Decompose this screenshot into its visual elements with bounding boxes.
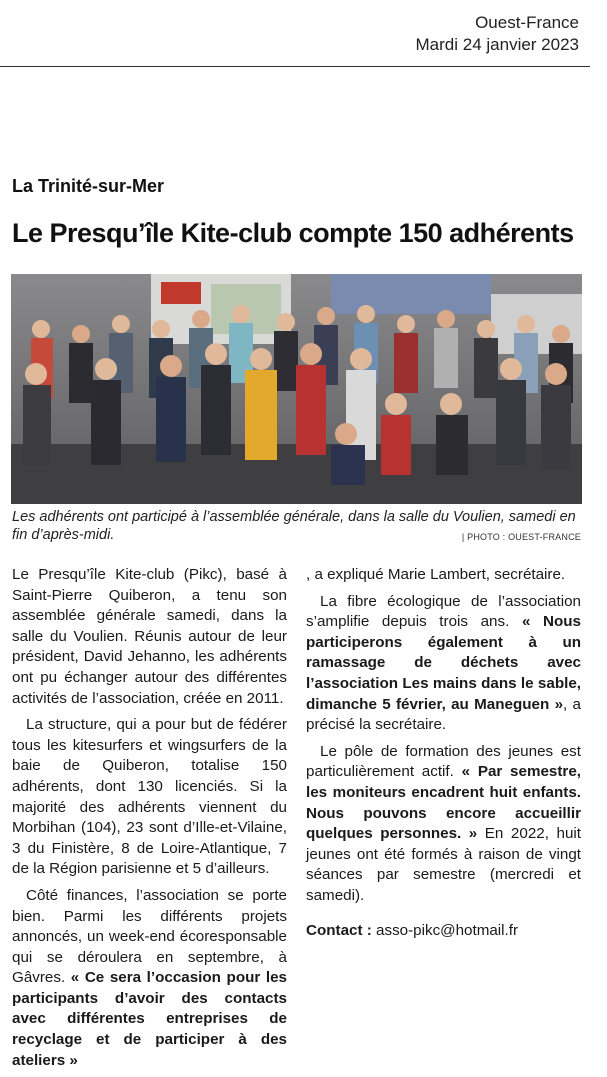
photo-credit: | PHOTO : OUEST-FRANCE bbox=[461, 532, 581, 542]
paragraph-5 bbox=[306, 742, 581, 907]
paragraph-4 bbox=[306, 592, 581, 736]
paragraph-5-end: En 2022, huit jeunes ont été formés à raison de vingt séances par semestre (mercredi et samedi). bbox=[306, 825, 581, 904]
paragraph-3-end: , a expliqué Marie Lambert, secrétaire. bbox=[306, 566, 566, 583]
article-headline: Le Presqu’île Kite-club compte 150 adhérents bbox=[12, 218, 574, 248]
article-kicker: La Trinité-sur-Mer bbox=[12, 176, 165, 196]
paragraph-2: La structure, qui a pour but de fédérer tous les kitesurfers et wingsurfers de la baie de Quiberon, totalise 150 adhérents, dont 130 licenciés. Si la majorité des adhérents viennent du Morbihan (104), 23 sont d’Ille-et-Vilaine, 3 du Finistère, 8 de Loire-Atlantique, 7 de la Région parisienne et 5 d’ailleurs. bbox=[12, 716, 287, 878]
paragraph-3-quote: « Ce sera l’occasion pour les participants d’avoir des contacts avec différentes entreprises de recyclage et de participer à des ateliers » bbox=[12, 969, 287, 1069]
photo-caption: Les adhérents ont participé à l’assemblée générale, dans la salle du Voulien, samedi en fin d’après-midi. bbox=[12, 509, 576, 543]
article-photo bbox=[11, 274, 582, 504]
article-column-right bbox=[306, 565, 581, 947]
publication-date: Mardi 24 janvier 2023 bbox=[415, 35, 579, 54]
paragraph-3-text: Côté finances, l’association se porte bien. Parmi les différents projets annoncés, un week-end écoresponsable qui se déroulera en septembre, à Gâvres. bbox=[12, 886, 287, 987]
paragraph-4-end: , a précisé la secrétaire. bbox=[306, 695, 581, 734]
paragraph-4-quote: « Nous participerons également à un ramassage de déchets avec l’association Les mains dans le sable, dimanche 5 février, au Maneguen » bbox=[306, 613, 581, 713]
contact-email[interactable]: asso-pikc@hotmail.fr bbox=[371, 921, 519, 939]
contact-line bbox=[306, 921, 581, 942]
paragraph-3 bbox=[12, 886, 287, 1071]
paragraph-4-text: La fibre écologique de l’association s’amplifie depuis trois ans. bbox=[306, 592, 581, 631]
paragraph-1: Le Presqu’île Kite-club (Pikc), basé à Saint-Pierre Quiberon, a tenu son assemblée générale samedi, dans la salle du Voulien. Réunis autour de leur président, David Jehanno, les adhérents ont pu échanger autour des différentes activités de l’association, créée en 2011. bbox=[12, 566, 287, 707]
contact-label: Contact : bbox=[306, 921, 372, 939]
group-photo-illustration bbox=[11, 274, 582, 504]
publication-name: Ouest-France bbox=[475, 13, 579, 32]
header-divider bbox=[0, 66, 590, 67]
article-column-left bbox=[12, 565, 287, 1077]
masthead bbox=[416, 12, 579, 56]
paragraph-5-text: Le pôle de formation des jeunes est particulièrement actif. bbox=[306, 742, 581, 781]
paragraph-5-quote: « Par semestre, les moniteurs encadrent huit enfants. Nous pouvons encore accueillir quelques personnes. » bbox=[306, 763, 581, 843]
